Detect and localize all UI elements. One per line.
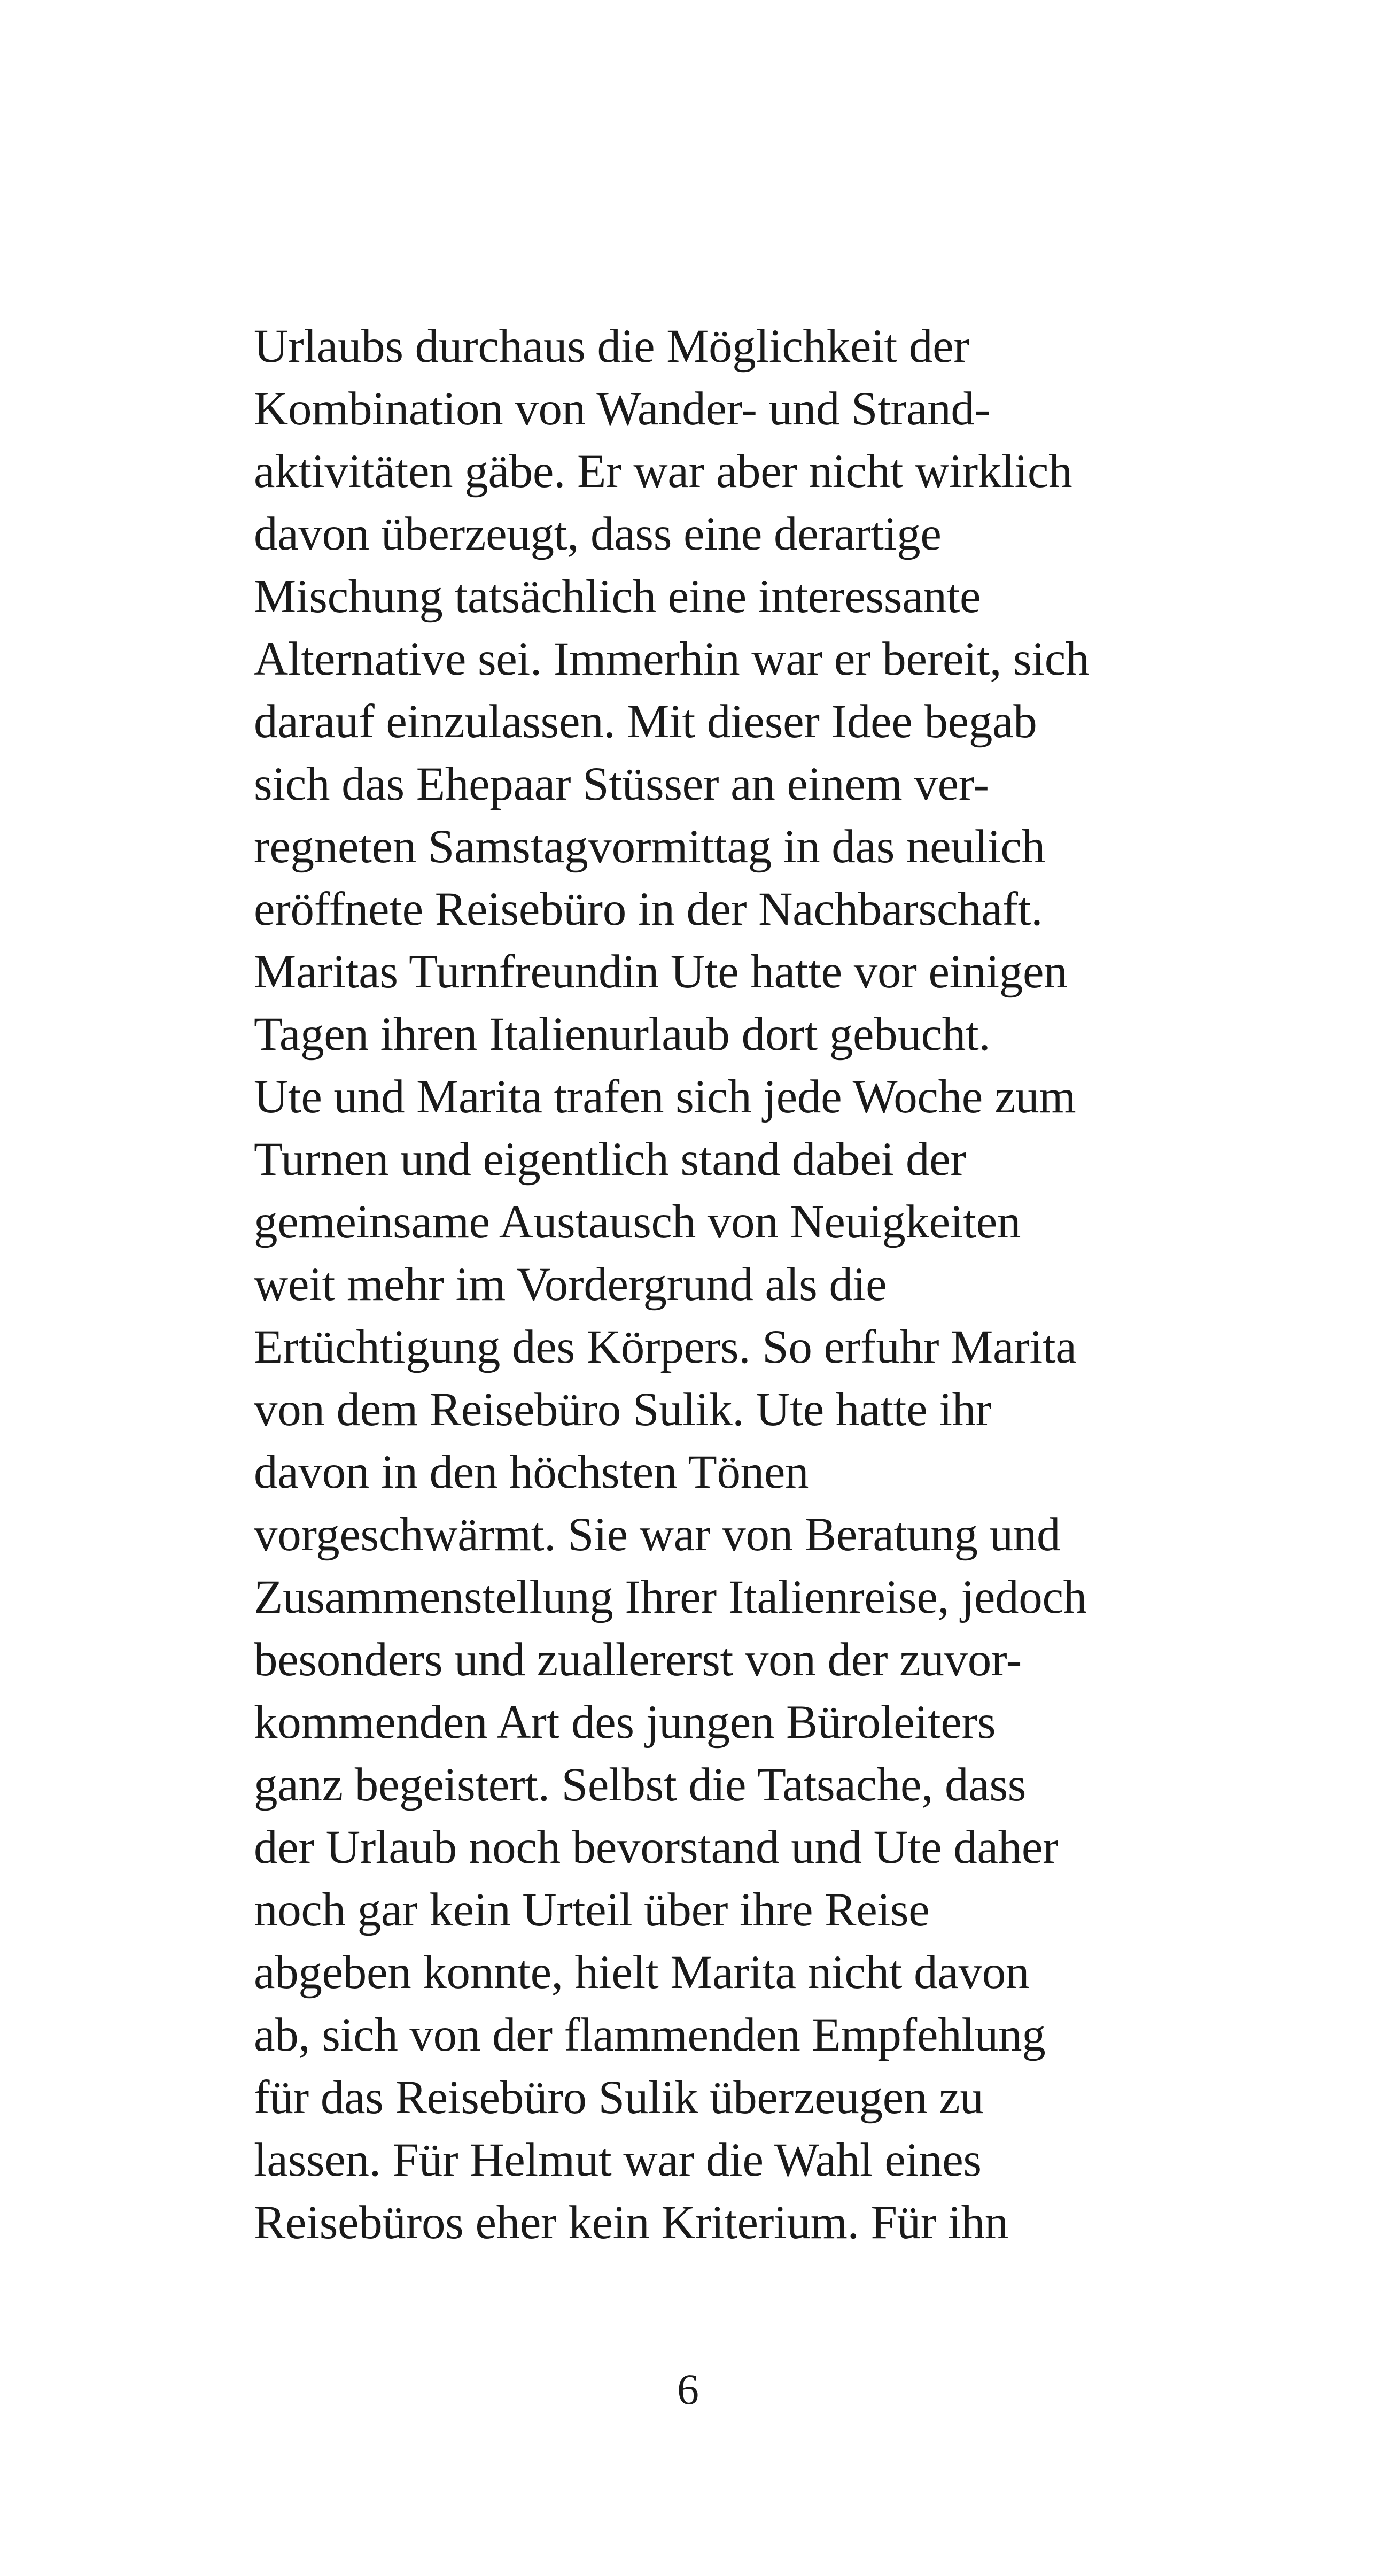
text-line: Turnen und eigentlich stand dabei der: [254, 1133, 966, 1186]
text-line: Reisebüros eher kein Kriterium. Für ihn: [254, 2196, 1008, 2249]
text-line: Alternative sei. Immerhin war er bereit, sich: [254, 633, 1090, 685]
text-line: Urlaubs durchaus die Möglichkeit der: [254, 320, 969, 373]
text-line: Maritas Turnfreundin Ute hatte vor einigen: [254, 946, 1068, 998]
body-text: [254, 315, 1189, 2254]
text-line: noch gar kein Urteil über ihre Reise: [254, 1884, 930, 1936]
text-line: davon in den höchsten Tönen: [254, 1446, 809, 1498]
text-line: für das Reisebüro Sulik überzeugen zu: [254, 2071, 984, 2124]
text-line: vorgeschwärmt. Sie war von Beratung und: [254, 1509, 1061, 1561]
text-line: der Urlaub noch bevorstand und Ute daher: [254, 1821, 1059, 1874]
text-line: Ute und Marita trafen sich jede Woche zum: [254, 1071, 1076, 1123]
text-line: eröffnete Reisebüro in der Nachbarschaft.: [254, 883, 1043, 935]
text-line: sich das Ehepaar Stüsser an einem ver-: [254, 758, 989, 810]
text-line: abgeben konnte, hielt Marita nicht davon: [254, 1946, 1030, 1999]
text-line: regneten Samstagvormittag in das neulich: [254, 821, 1045, 873]
text-line: Mischung tatsächlich eine interessante: [254, 570, 981, 623]
text-line: Zusammenstellung Ihrer Italienreise, jedoch: [254, 1571, 1087, 1623]
text-line: weit mehr im Vordergrund als die: [254, 1258, 887, 1311]
text-line: ganz begeistert. Selbst die Tatsache, dass: [254, 1759, 1027, 1811]
text-line: Kombination von Wander- und Strand-: [254, 383, 990, 435]
text-line: ab, sich von der flammenden Empfehlung: [254, 2009, 1046, 2061]
text-line: gemeinsame Austausch von Neuigkeiten: [254, 1196, 1021, 1248]
text-line: Ertüchtigung des Körpers. So erfuhr Marita: [254, 1321, 1077, 1373]
text-line: besonders und zuallererst von der zuvor-: [254, 1634, 1022, 1686]
text-line: lassen. Für Helmut war die Wahl eines: [254, 2134, 982, 2186]
text-line: Tagen ihren Italienurlaub dort gebucht.: [254, 1008, 991, 1061]
page-number: 6: [677, 2365, 699, 2413]
text-line: davon überzeugt, dass eine derartige: [254, 508, 942, 560]
text-line: von dem Reisebüro Sulik. Ute hatte ihr: [254, 1383, 992, 1436]
text-line: darauf einzulassen. Mit dieser Idee begab: [254, 695, 1037, 748]
text-line: aktivitäten gäbe. Er war aber nicht wirklich: [254, 445, 1072, 498]
text-line: kommenden Art des jungen Büroleiters: [254, 1696, 996, 1749]
